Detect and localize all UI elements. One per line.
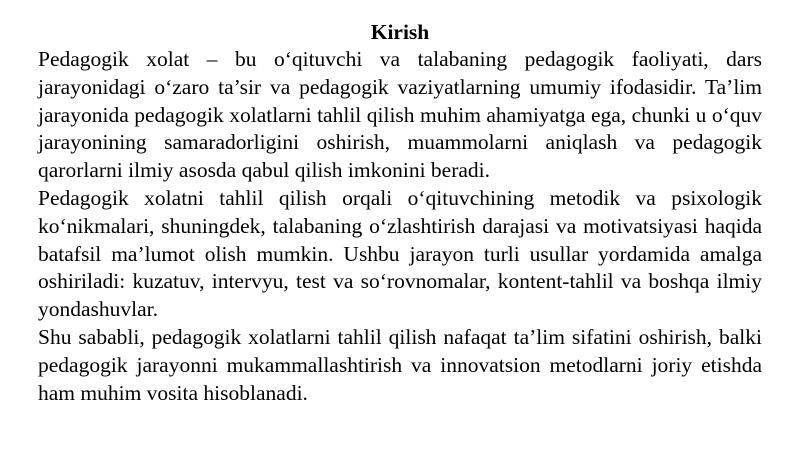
paragraph-2: Pedagogik xolatni tahlil qilish orqali o‘qituvchining metodik va psixologik ko‘nikmalari, shuningdek, talabaning o‘zlashtirish darajasi va motivatsiyasi haqida batafsil ma’lumot olish mumkin. Ushbu jarayon turli usullar yordamida amalga oshiriladi: kuzatuv, intervyu, test va so‘rovnomalar, kontent-tahlil va boshqa ilmiy yondashuvlar. bbox=[38, 185, 762, 322]
document-body bbox=[38, 18, 762, 407]
document-title: Kirish bbox=[370, 20, 430, 44]
paragraph-3: Shu sababli, pedagogik xolatlarni tahlil qilish nafaqat ta’lim sifatini oshirish, balki pedagogik jarayonni mukammallashtirish va innovatsion metodlarni joriy etishda ham muhim vosita hisoblanadi. bbox=[38, 324, 762, 405]
paragraph-1: Pedagogik xolat – bu o‘qituvchi va talabaning pedagogik faoliyati, dars jarayonidagi o‘zaro ta’sir va pedagogik vaziyatlarning umumiy ifodasidir. Ta’lim jarayonida pedagogik xolatlarni tahlil qilish muhim ahamiyatga ega, chunki u o‘quv jarayonining samaradorligini oshirish, muammolarni aniqlash va pedagogik qarorlarni ilmiy asosda qabul qilish imkonini beradi. bbox=[38, 47, 762, 183]
